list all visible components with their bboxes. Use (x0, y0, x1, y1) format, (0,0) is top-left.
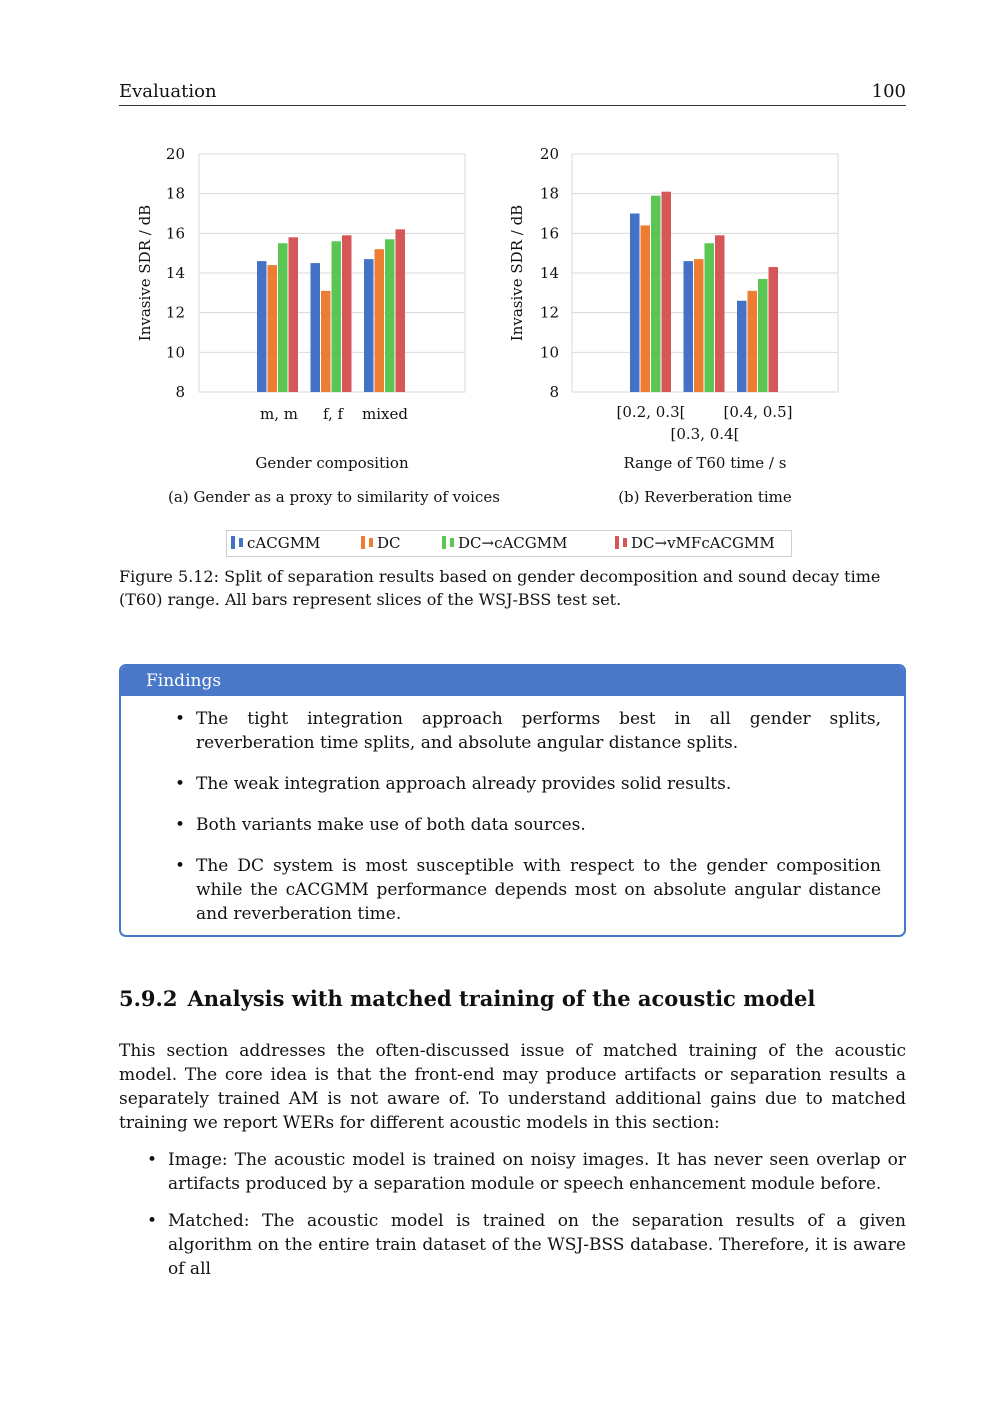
legend-entry-cacgmm (231, 534, 320, 552)
chart-2-y-tick-label: 8 (549, 383, 559, 401)
body-bullet-item (147, 1209, 906, 1281)
chart-2-bar-dcvmfcacgmm-3 (769, 267, 779, 392)
chart-2-bar-dccacgmm-1 (651, 196, 661, 392)
bullet-icon: • (175, 815, 186, 835)
findings-title: Findings (121, 666, 904, 696)
legend-entry-dc-cacgmm (442, 534, 567, 552)
chart-2-bar-dc-2 (694, 259, 704, 392)
chart-1-y-tick-label: 16 (165, 224, 185, 243)
header-section: Evaluation (119, 81, 217, 102)
legend-label-dc-vmfcacgmm: DC→vMFcACGMM (631, 534, 775, 552)
bullet-icon: • (175, 709, 186, 729)
section-title: Analysis with matched training of the acoustic model (187, 986, 816, 1011)
chart-1-bar-dccacgmm-3 (385, 239, 395, 392)
figure-charts (119, 0, 906, 520)
legend-label-dc-cacgmm: DC→cACGMM (458, 534, 568, 552)
chart-2-bar-cacgmm-2 (684, 261, 694, 392)
section-number: 5.9.2 (119, 986, 178, 1011)
findings-item (175, 772, 881, 796)
chart-2-y-tick-label: 10 (539, 343, 559, 362)
chart-1-category-label: m, m (260, 405, 298, 423)
chart-1-bar-dcvmfcacgmm-2 (342, 235, 352, 392)
legend-swatch-dc-vmfcacgmm-small (623, 538, 627, 547)
findings-item-text: The weak integration approach already provides solid results. (196, 774, 732, 794)
chart-1-bar-dccacgmm-1 (278, 243, 288, 392)
chart-1-bar-dcvmfcacgmm-1 (289, 237, 299, 392)
chart-1-subcaption: (a) Gender as a proxy to similarity of voices (168, 488, 500, 506)
chart-1-y-tick-label: 18 (165, 184, 185, 203)
legend-swatch-cacgmm (231, 536, 235, 549)
bullet-icon: • (175, 774, 186, 794)
legend-entry-dc-vmfcacgmm (615, 534, 775, 552)
chart-2-y-tick-label: 18 (539, 184, 559, 203)
body-bullet-text: Image: The acoustic model is trained on noisy images. It has never seen overlap or artifacts produced by a separation module or speech enhancement module before. (168, 1150, 906, 1194)
legend-swatch-cacgmm-small (239, 538, 243, 547)
chart-2-bar-cacgmm-3 (737, 301, 747, 392)
findings-item (175, 707, 881, 755)
findings-box (119, 664, 906, 937)
bullet-icon: • (175, 856, 186, 876)
body-bullet-text: Matched: The acoustic model is trained on the separation results of a given algorithm on the entire train dataset of the WSJ-BSS database. Therefore, it is aware of all (168, 1211, 906, 1279)
chart-2-x-axis-label: Range of T60 time / s (623, 454, 787, 472)
chart-1-bar-dc-1 (268, 265, 278, 392)
legend-entry-dc (361, 534, 401, 552)
chart-1-bar-dccacgmm-2 (332, 241, 342, 392)
chart-2-category-label: [0.2, 0.3[ (616, 403, 686, 421)
chart-2-category-label: [0.3, 0.4[ (670, 425, 740, 443)
findings-item (175, 854, 881, 926)
figure-caption: Figure 5.12: Split of separation results based on gender decomposition and sound decay time (T60) range. All bars represent slices of the WSJ-BSS test set. (119, 567, 881, 609)
legend-swatch-dc-cacgmm (442, 536, 446, 549)
chart-1-y-tick-label: 14 (165, 264, 185, 282)
bullet-icon: • (147, 1211, 158, 1231)
legend-swatch-dc-cacgmm-small (450, 538, 454, 547)
legend-label-dc: DC (377, 534, 401, 552)
chart-1-y-tick-label: 10 (165, 343, 185, 362)
chart-2-bar-dcvmfcacgmm-1 (662, 192, 672, 392)
legend-swatch-dc-vmfcacgmm (615, 536, 619, 549)
chart-2-category-label: [0.4, 0.5] (723, 403, 793, 421)
chart-1-x-axis-label: Gender composition (255, 454, 409, 472)
chart-1-bar-dc-2 (321, 291, 331, 392)
chart-legend (226, 530, 792, 557)
chart-1-bar-dcvmfcacgmm-3 (396, 229, 406, 392)
chart-2-y-tick-label: 14 (539, 264, 559, 282)
chart-2-subcaption: (b) Reverberation time (618, 488, 792, 506)
chart-1-y-tick-label: 20 (165, 145, 185, 163)
body-paragraph: This section addresses the often-discussed issue of matched training of the acoustic model. The core idea is that the front-end may produce artifacts or separation results a separately trained AM is not aware of. To understand additional gains due to matched training we report WERs for different acoustic models in this section: (119, 1041, 906, 1133)
chart-1-category-label: mixed (362, 405, 408, 423)
legend-swatch-dc-small (369, 538, 373, 547)
legend-label-cacgmm: cACGMM (247, 534, 321, 552)
chart-2-bar-dccacgmm-3 (758, 279, 768, 392)
chart-2-bar-dc-1 (641, 225, 651, 392)
section-heading (119, 986, 815, 1011)
chart-1-bar-dc-3 (375, 249, 385, 392)
chart-1-y-tick-label: 12 (165, 303, 185, 322)
chart-1-category-label: f, f (322, 405, 344, 423)
chart-1-bar-cacgmm-2 (311, 263, 321, 392)
findings-item-text: Both variants make use of both data sources. (196, 815, 586, 835)
findings-item-text: The tight integration approach performs best in all gender splits, reverberation time splits, and absolute angular distance splits. (196, 709, 881, 753)
findings-item (175, 813, 881, 837)
chart-2-bar-cacgmm-1 (630, 214, 640, 393)
chart-2-bar-dccacgmm-2 (705, 243, 715, 392)
chart-1-y-tick-label: 8 (175, 383, 185, 401)
chart-1-bar-cacgmm-3 (364, 259, 374, 392)
page-number: 100 (871, 81, 906, 102)
chart-1-bar-cacgmm-1 (257, 261, 267, 392)
chart-2-y-axis-label: Invasive SDR / dB (508, 204, 526, 342)
chart-2-y-tick-label: 12 (539, 303, 559, 322)
legend-swatch-dc (361, 536, 365, 549)
chart-1-y-axis-label: Invasive SDR / dB (136, 204, 154, 342)
chart-2-y-tick-label: 16 (539, 224, 559, 243)
bullet-icon: • (147, 1150, 158, 1170)
findings-item-text: The DC system is most susceptible with respect to the gender composition while the cACGMM performance depends most on absolute angular distance and reverberation time. (196, 856, 881, 924)
chart-2-y-tick-label: 20 (539, 145, 559, 163)
body-bullet-item (147, 1148, 906, 1196)
chart-2-bar-dcvmfcacgmm-2 (715, 235, 725, 392)
chart-2-bar-dc-3 (748, 291, 758, 392)
